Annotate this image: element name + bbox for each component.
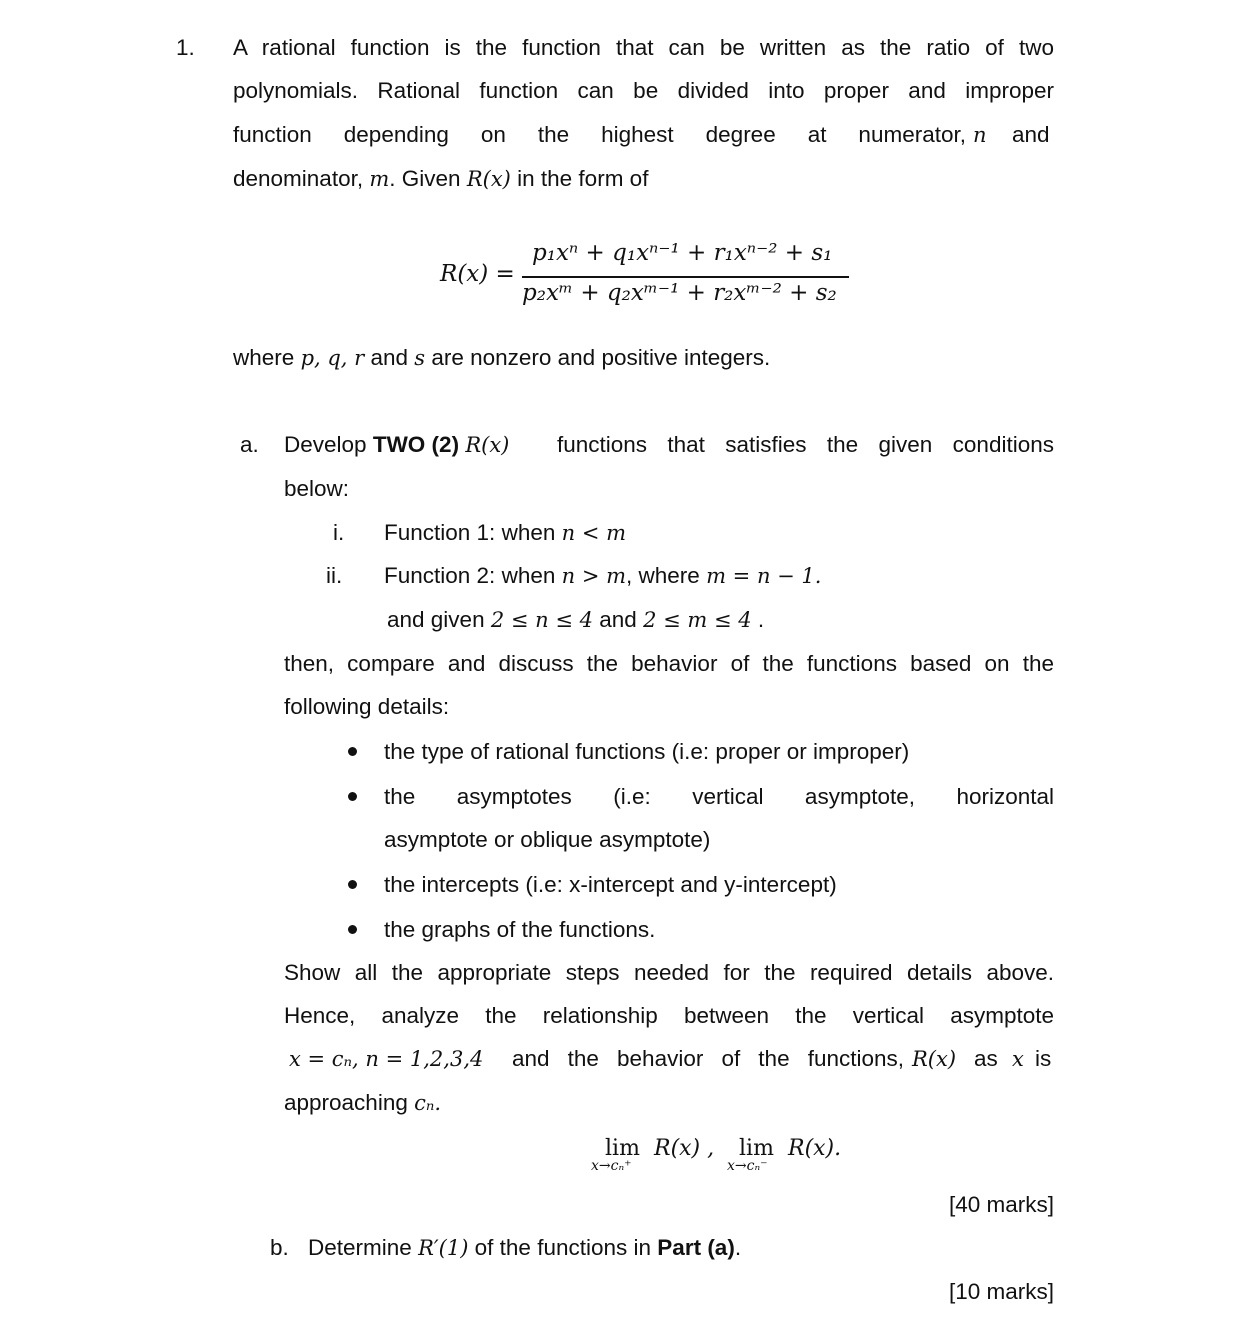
part-a-develop — [284, 432, 509, 458]
cond1-math: n < m — [561, 521, 627, 545]
condition-1 — [384, 520, 626, 546]
text-part-a: Part (a) — [657, 1235, 735, 1260]
text-of-functions: of the functions in — [474, 1235, 652, 1260]
va-math: x = cₙ, n = 1,2,3,4 — [289, 1047, 484, 1071]
R-of-x: R(x) — [466, 167, 511, 191]
intro-line-3-and: and — [1012, 122, 1050, 147]
given-math-m: 2 ≤ m ≤ 4 — [643, 608, 752, 632]
text-develop: Develop — [284, 432, 367, 457]
intro-line-1: A rational function is the function that can be written as the ratio of two — [233, 35, 1054, 60]
part-b-label: b. — [270, 1235, 289, 1260]
given-line — [387, 607, 764, 633]
vars-pqr: p, q, r — [300, 346, 365, 370]
text-and: and — [370, 345, 409, 370]
text-given: . Given — [389, 166, 461, 191]
given-math-n: 2 ≤ n ≤ 4 — [490, 608, 593, 632]
var-m: m — [369, 167, 390, 191]
bullet-icon — [348, 925, 357, 934]
lim-1-R: R(x) , — [654, 1136, 715, 1161]
then-line-1: then, compare and discuss the behavior of the functions based on the — [284, 651, 1054, 676]
part-b-marks: [10 marks] — [948, 1279, 1054, 1304]
formula-numerator: p₁xⁿ + q₁xⁿ⁻¹ + r₁xⁿ⁻² + s₁ — [532, 240, 833, 266]
part-b-text — [308, 1235, 741, 1261]
condition-2 — [384, 563, 821, 589]
then-line-2: following details: — [284, 694, 450, 719]
bullet-item-intercepts: the intercepts (i.e: x-intercept and y-intercept) — [384, 872, 837, 897]
intro-line-4 — [233, 166, 648, 192]
va-text: and the behavior of the functions, — [512, 1046, 904, 1071]
cond2-math2: m = n − 1. — [706, 564, 822, 588]
show-line: Show all the appropriate steps needed for the required details above. — [284, 960, 1054, 985]
text-approaching: approaching — [284, 1090, 408, 1115]
where-line — [233, 345, 770, 371]
va-R: R(x) — [912, 1047, 957, 1071]
bullet-icon — [348, 880, 357, 889]
text-determine: Determine — [308, 1235, 412, 1260]
cond1-text: Function 1: when — [384, 520, 556, 545]
hence-line: Hence, analyze the relationship between the vertical asymptote — [284, 1003, 1054, 1028]
var-cn: cₙ. — [414, 1091, 442, 1115]
var-s: s — [414, 346, 426, 370]
text-period: . — [734, 1235, 742, 1260]
text-denominator: denominator, — [233, 166, 364, 191]
approaching-line — [284, 1090, 441, 1116]
lim-2: lim — [739, 1136, 774, 1161]
bullet-icon — [348, 747, 357, 756]
R-of-x: R(x) — [465, 433, 510, 457]
cond2-math: n > m — [561, 564, 627, 588]
cond2-where: , where — [626, 563, 700, 588]
condition-2-num: ii. — [326, 563, 343, 588]
bullet-item-type: the type of rational functions (i.e: proper or improper) — [384, 739, 910, 764]
va-is: is — [1035, 1046, 1052, 1071]
text-where: where — [233, 345, 295, 370]
condition-1-num: i. — [333, 520, 345, 545]
part-a-label: a. — [240, 432, 259, 457]
intro-line-3: function depending on the highest degree at numerator, — [233, 122, 966, 147]
lim-1-sub: x→cₙ⁺ — [591, 1158, 632, 1174]
lim-1: lim — [605, 1136, 640, 1161]
cond2-text: Function 2: when — [384, 563, 556, 588]
bullet-item-asymptotes: the asymptotes (i.e: vertical asymptote, horizontal — [384, 784, 1054, 809]
bullet-item-asymptotes-cont: asymptote or oblique asymptote) — [384, 827, 711, 852]
bullet-item-graphs: the graphs of the functions. — [384, 917, 656, 942]
va-x: x — [1012, 1047, 1024, 1071]
text-form-of: in the form of — [517, 166, 649, 191]
fraction-bar — [522, 276, 849, 278]
formula-lhs: R(x) = — [440, 261, 515, 287]
bullet-icon — [348, 792, 357, 801]
var-n: n — [973, 123, 987, 147]
question-number: 1. — [176, 35, 195, 60]
text-nonzero: are nonzero and positive integers. — [431, 345, 771, 370]
part-a-marks: [40 marks] — [948, 1192, 1054, 1217]
lim-2-sub: x→cₙ⁻ — [727, 1158, 768, 1174]
lim-2-R: R(x). — [788, 1136, 842, 1161]
part-a-develop-rest: functions that satisfies the given conditions — [557, 432, 1054, 457]
given-text: and given — [387, 607, 485, 632]
va-as: as — [974, 1046, 998, 1071]
part-a-below: below: — [284, 476, 350, 501]
text-two: TWO (2) — [372, 432, 460, 457]
given-and: and — [599, 607, 637, 632]
intro-line-2: polynomials. Rational function can be divided into proper and improper — [233, 78, 1054, 103]
formula-denominator: p₂xᵐ + q₂xᵐ⁻¹ + r₂xᵐ⁻² + s₂ — [522, 280, 837, 306]
R-prime-1: R′(1) — [418, 1236, 469, 1260]
given-end: . — [757, 607, 765, 632]
